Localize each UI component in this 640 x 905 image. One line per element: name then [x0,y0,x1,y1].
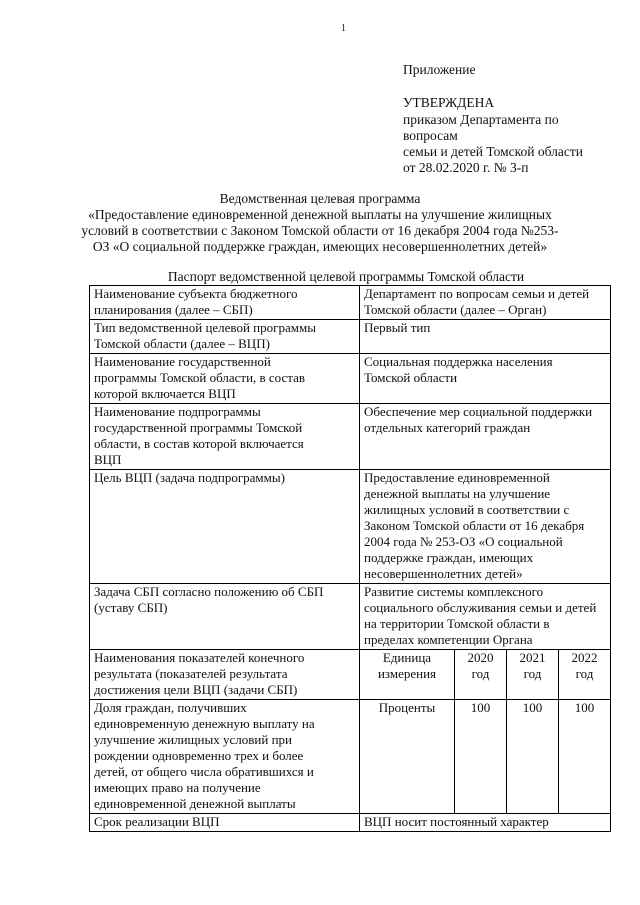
row-value: Обеспечение мер социальной поддержки отдельных категорий граждан [360,404,611,470]
row-value: Департамент по вопросам семьи и детей Томской области (далее – Орган) [360,286,611,320]
indicator-value: 100 [507,700,559,814]
row-value: Развитие системы комплексного социального обслуживания семьи и детей на территории Томской области в пределах компетенции Органа [360,584,611,650]
row-value: Предоставление единовременной денежной выплаты на улучшение жилищных условий в соответствии с Законом Томской области от 16 декабря 2004 года № 253-ОЗ «О социальной поддержке граждан, имеющих несовершеннолетних детей» [360,470,611,584]
row-label: Наименование подпрограммы государственной программы Томской области, в состав которой включается ВЦП [90,404,360,470]
indicators-header-label: Наименования показателей конечного результата (показателей результата достижения цели ВЦП (задачи СБП) [90,650,360,700]
unit-header: Единица измерения [360,650,455,700]
approval-line: вопросам [403,128,458,143]
row-label: Задача СБП согласно положению об СБП (уставу СБП) [90,584,360,650]
indicator-unit: Проценты [360,700,455,814]
row-value: Первый тип [360,320,611,354]
table-row [90,584,611,650]
passport-title: Паспорт ведомственной целевой программы Томской области [167,269,525,284]
approved-label: УТВЕРЖДЕНА [403,95,495,110]
row-value: Социальная поддержка населения Томской области [360,354,611,404]
approval-line: семьи и детей Томской области [403,144,584,159]
row-label: Наименование субъекта бюджетного планирования (далее – СБП) [90,286,360,320]
year-header: 2020 год [455,650,507,700]
page-number: 1 [341,23,346,34]
table-row [90,404,611,470]
term-row [90,814,611,832]
appendix-label: Приложение [403,62,476,77]
indicator-label: Доля граждан, получивших единовременную денежную выплату на улучшение жилищных условий при рождении одновременно трех и более детей, от общего числа обратившихся и имеющих право на получение единовременной денежной выплаты [90,700,360,814]
row-label: Наименование государственной программы Томской области, в состав которой включается ВЦП [90,354,360,404]
indicator-value: 100 [455,700,507,814]
table-row [90,320,611,354]
program-name-line: условий в соответствии с Законом Томской области от 16 декабря 2004 года №253- [81,223,559,238]
program-title: Ведомственная целевая программа [219,191,421,206]
row-label: Цель ВЦП (задача подпрограммы) [90,470,360,584]
program-name-line: ОЗ «О социальной поддержке граждан, имеющих несовершеннолетних детей» [92,239,548,254]
passport-table [89,285,611,832]
row-label: Тип ведомственной целевой программы Томской области (далее – ВЦП) [90,320,360,354]
indicators-header-row [90,650,611,700]
term-label: Срок реализации ВЦП [90,814,360,832]
approval-line: приказом Департамента по [403,112,559,127]
year-header: 2021 год [507,650,559,700]
year-header: 2022 год [559,650,611,700]
indicator-value: 100 [559,700,611,814]
program-name-line: «Предоставление единовременной денежной выплаты на улучшение жилищных [88,207,552,222]
approval-date: от 28.02.2020 г. № 3-п [403,160,529,175]
table-row [90,470,611,584]
indicator-row [90,700,611,814]
term-value: ВЦП носит постоянный характер [360,814,611,832]
table-row [90,286,611,320]
table-row [90,354,611,404]
